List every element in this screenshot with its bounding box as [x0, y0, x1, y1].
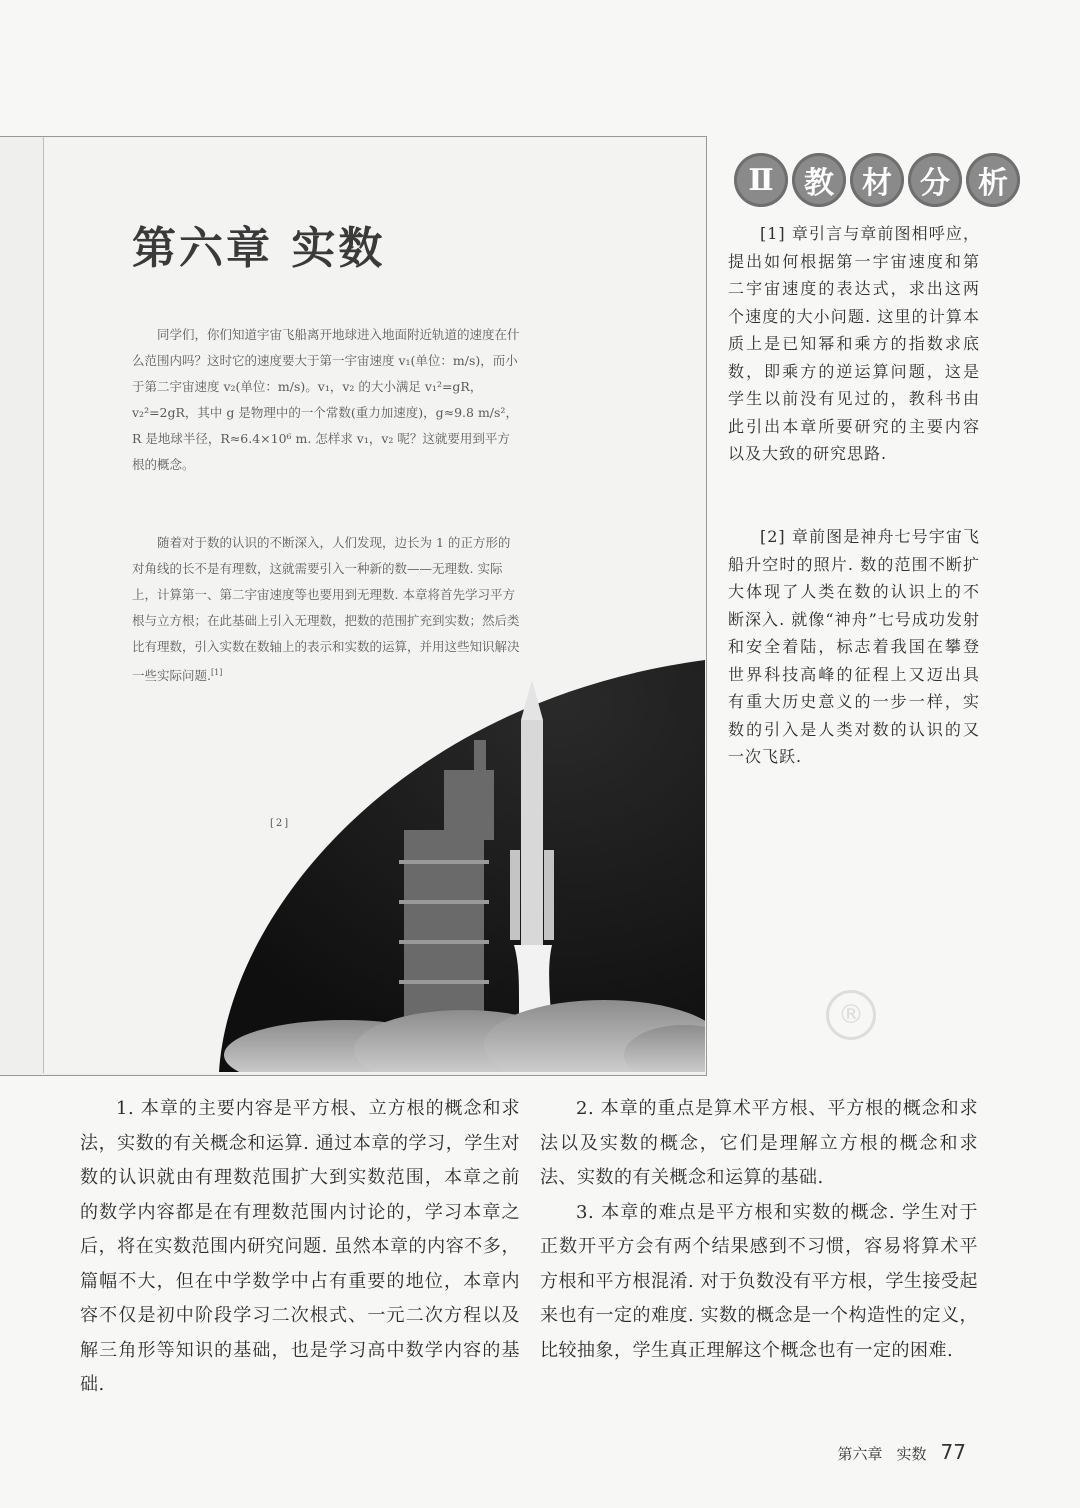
header-char-1: Ⅱ [734, 153, 788, 207]
section-header-textbook-analysis [734, 153, 1020, 207]
footer-title-label: 实数 [896, 1445, 927, 1463]
analysis-note-2: [2] 章前图是神舟七号宇宙飞船升空时的照片. 数的范围不断扩大体现了人类在数的认识上的不断深入. 就像“神舟”七号成功发射和安全着陆，标志着我国在攀登世界科技高峰的征程上又迈出具有重大历史意义的一步一样，实数的引入是人类对数的认识的又一次飞跃. [728, 527, 980, 766]
photo-note-reference: [2] [270, 818, 291, 829]
header-char-2: 教 [792, 153, 846, 207]
body-column-right [540, 1092, 978, 1368]
body-paragraph-3: 3. 本章的难点是平方根和实数的概念. 学生对于正数开平方会有两个结果感到不习惯，容易将算术平方根和平方根混淆. 对于负数没有平方根，学生接受起来也有一定的难度. 实数的概念是一个构造性的定义，比较抽象，学生真正理解这个概念也有一定的困难. [540, 1201, 978, 1361]
body-paragraph-1: 1. 本章的主要内容是平方根、立方根的概念和求法，实数的有关概念和运算. 通过本章的学习，学生对数的认识就由有理数范围扩大到实数范围，本章之前的数学内容都是在有理数范围内讨论的，学习本章之后，将在实数范围内研究问题. 虽然本章的内容不多，篇幅不大，但在中学数学中占有重要的地位，本章内容不仅是初中阶段学习二次根式、一元二次方程以及解三角形等知识的基础，也是学习高中数学内容的基础. [80, 1098, 520, 1395]
chapter-intro-paragraph-1: 同学们，你们知道宇宙飞船离开地球进入地面附近轨道的速度在什么范围内吗？这时它的速度要大于第一宇宙速度 v₁(单位：m/s)，而小于第二宇宙速度 v₂(单位：m/s)。v₁，v₂ 的大小满足 v₁²=gR，v₂²=2gR，其中 g 是物理中的一个常数(重力加速度)，g≈9.8 m/s²，R 是地球半径，R≈6.4×10⁶ m. 怎样求 v₁，v₂ 呢？这就要用到平方根的概念。 [132, 327, 520, 472]
body-column-left [80, 1092, 520, 1403]
analysis-note-1: [1] 章引言与章前图相呼应，提出如何根据第一宇宙速度和第二宇宙速度的表达式，求出这两个速度的大小问题. 这里的计算本质上是已知幂和乘方的指数求底数，即乘方的逆运算问题，这是学生以前没有见过的，教科书由此引出本章所要研究的主要内容以及大致的研究思路. [728, 224, 980, 463]
body-paragraph-2: 2. 本章的重点是算术平方根、平方根的概念和求法以及实数的概念，它们是理解立方根的概念和求法、实数的有关概念和运算的基础. [540, 1098, 978, 1188]
note-reference-1: [1] [210, 668, 223, 677]
page-number: 77 [940, 1440, 966, 1464]
rocket-launch-image [44, 660, 705, 1072]
rocket-launch-photo [44, 660, 705, 1072]
page-footer [838, 1440, 966, 1464]
header-char-4: 分 [908, 153, 962, 207]
header-char-3: 材 [850, 153, 904, 207]
footer-chapter-label: 第六章 [837, 1445, 883, 1463]
registered-watermark-icon: ® [826, 990, 876, 1040]
header-char-5: 析 [966, 153, 1020, 207]
chapter-title: 第六章 实数 [132, 223, 386, 274]
chapter-intro-paragraph-2-text: 随着对于数的认识的不断深入，人们发现，边长为 1 的正方形的对角线的长不是有理数，这就需要引入一种新的数——无理数. 实际上，计算第一、第二宇宙速度等也要用到无理数. 本章将首先学习平方根与立方根；在此基础上引入无理数，把数的范围扩充到实数；然后类比有理数，引入实数在数轴上的表示和实数的运算，并用这些知识解决一些实际问题. [132, 535, 520, 684]
